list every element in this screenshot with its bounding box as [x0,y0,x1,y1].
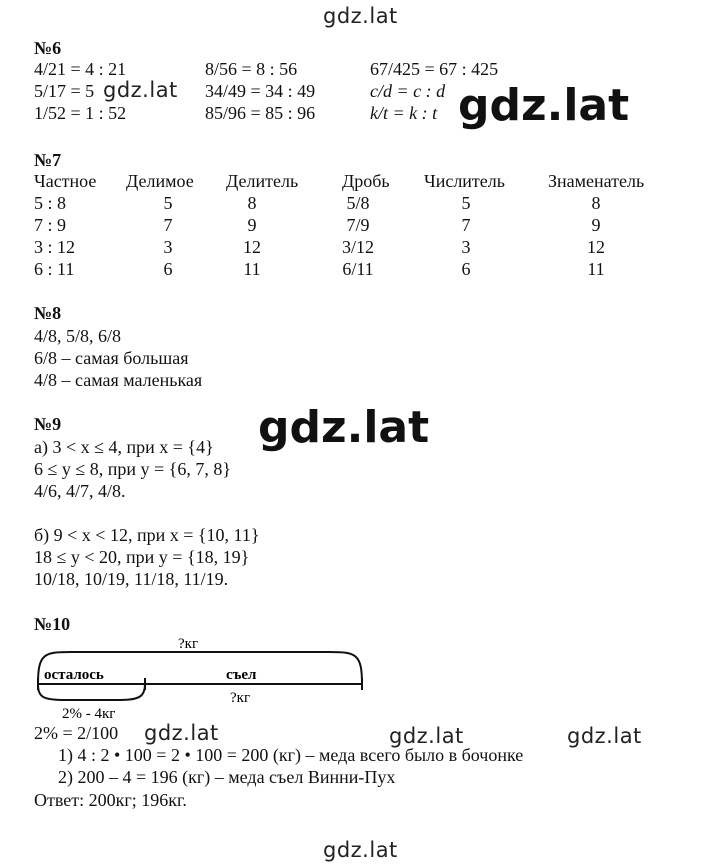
s6-r3-c1: 1/52 = 1 : 52 [34,103,127,123]
s6-r1-c1: 4/21 = 4 : 21 [34,59,127,79]
s6-r1-c2: 8/56 = 8 : 56 [205,59,298,79]
watermark-s10-c: gdz.lat [567,724,642,748]
s10-line-1: 2% = 2/100 [34,723,119,743]
s7-cell-r3-c6: 12 [587,237,605,257]
s7-cell-r2-c1: 7 : 9 [34,215,67,235]
s7-header-6: Знаменатель [548,171,645,191]
s9-b-line-3: 10/18, 10/19, 11/18, 11/19. [34,569,229,589]
watermark-big-right: gdz.lat [458,80,630,131]
section-7-heading: №7 [34,150,62,170]
diagram-top-label: ?кг [178,636,199,652]
s8-line-1: 4/8, 5/8, 6/8 [34,326,122,346]
section-9-heading: №9 [34,414,62,434]
s7-cell-r1-c5: 5 [461,193,471,213]
s10-segment-diagram [30,634,370,720]
s9-b-line-2: 18 ≤ y < 20, при y = {18, 19} [34,547,250,567]
diagram-bottom-brace [38,684,145,700]
s9-a-line-3: 4/6, 4/7, 4/8. [34,481,126,501]
s9-a-line-1: а) 3 < x ≤ 4, при x = {4} [34,437,214,457]
s10-step-1: 1) 4 : 2 • 100 = 2 • 100 = 200 (кг) – меда всего было в бочонке [58,745,524,765]
s10-step-2: 2) 200 – 4 = 196 (кг) – меда съел Винни-Пух [58,767,396,787]
s7-cell-r2-c3: 9 [247,215,257,235]
s6-r2-c3: c/d = c : d [370,81,446,101]
s10-answer: Ответ: 200кг; 196кг. [34,790,187,810]
s7-cell-r1-c1: 5 : 8 [34,193,67,213]
section-10-heading: №10 [34,614,71,634]
section-6-heading: №6 [34,38,62,58]
s9-b-line-1: б) 9 < x < 12, при x = {10, 11} [34,525,260,545]
s6-r2-c1: 5/17 = 5 [34,81,95,101]
watermark-s10-a: gdz.lat [144,721,219,745]
watermark-big-middle: gdz.lat [258,402,430,453]
s7-cell-r1-c4: 5/8 [346,193,370,213]
diagram-bottom-right-label: ?кг [230,690,251,706]
watermark-top: gdz.lat [323,4,398,28]
diagram-left-label: осталось [44,667,104,683]
s6-r3-c3: k/t = k : t [370,103,438,123]
watermark-inline-s6: gdz.lat [103,78,178,102]
s7-header-3: Делитель [226,171,299,191]
watermark-s10-b: gdz.lat [389,724,464,748]
section-8-heading: №8 [34,303,62,323]
s7-cell-r4-c4: 6/11 [342,259,374,279]
s7-header-1: Частное [34,171,97,191]
s8-line-2: 6/8 – самая большая [34,348,189,368]
watermark-bottom: gdz.lat [323,838,398,862]
s7-cell-r4-c2: 6 [163,259,173,279]
diagram-bottom-left-label: 2% - 4кг [62,706,116,720]
s7-cell-r1-c2: 5 [163,193,173,213]
s7-cell-r1-c6: 8 [591,193,601,213]
s6-r3-c2: 85/96 = 85 : 96 [205,103,316,123]
s7-cell-r4-c5: 6 [461,259,471,279]
s7-cell-r3-c1: 3 : 12 [34,237,76,257]
s9-a-line-2: 6 ≤ y ≤ 8, при y = {6, 7, 8} [34,459,231,479]
s7-header-5: Числитель [424,171,505,191]
s8-line-3: 4/8 – самая маленькая [34,370,203,390]
s7-cell-r2-c4: 7/9 [346,215,370,235]
s6-r1-c3: 67/425 = 67 : 425 [370,59,499,79]
s7-header-4: Дробь [342,171,390,191]
s7-cell-r1-c3: 8 [247,193,257,213]
s7-cell-r2-c6: 9 [591,215,601,235]
s7-cell-r4-c3: 11 [243,259,261,279]
s7-cell-r3-c5: 3 [461,237,471,257]
s7-cell-r3-c3: 12 [243,237,261,257]
s7-cell-r3-c4: 3/12 [341,237,374,257]
s7-header-2: Делимое [126,171,194,191]
s7-cell-r2-c5: 7 [461,215,471,235]
diagram-right-label: съел [226,667,257,683]
s7-cell-r4-c6: 11 [587,259,605,279]
s7-cell-r2-c2: 7 [163,215,173,235]
s6-r2-c2: 34/49 = 34 : 49 [205,81,316,101]
s7-cell-r4-c1: 6 : 11 [34,259,75,279]
s7-cell-r3-c2: 3 [163,237,173,257]
